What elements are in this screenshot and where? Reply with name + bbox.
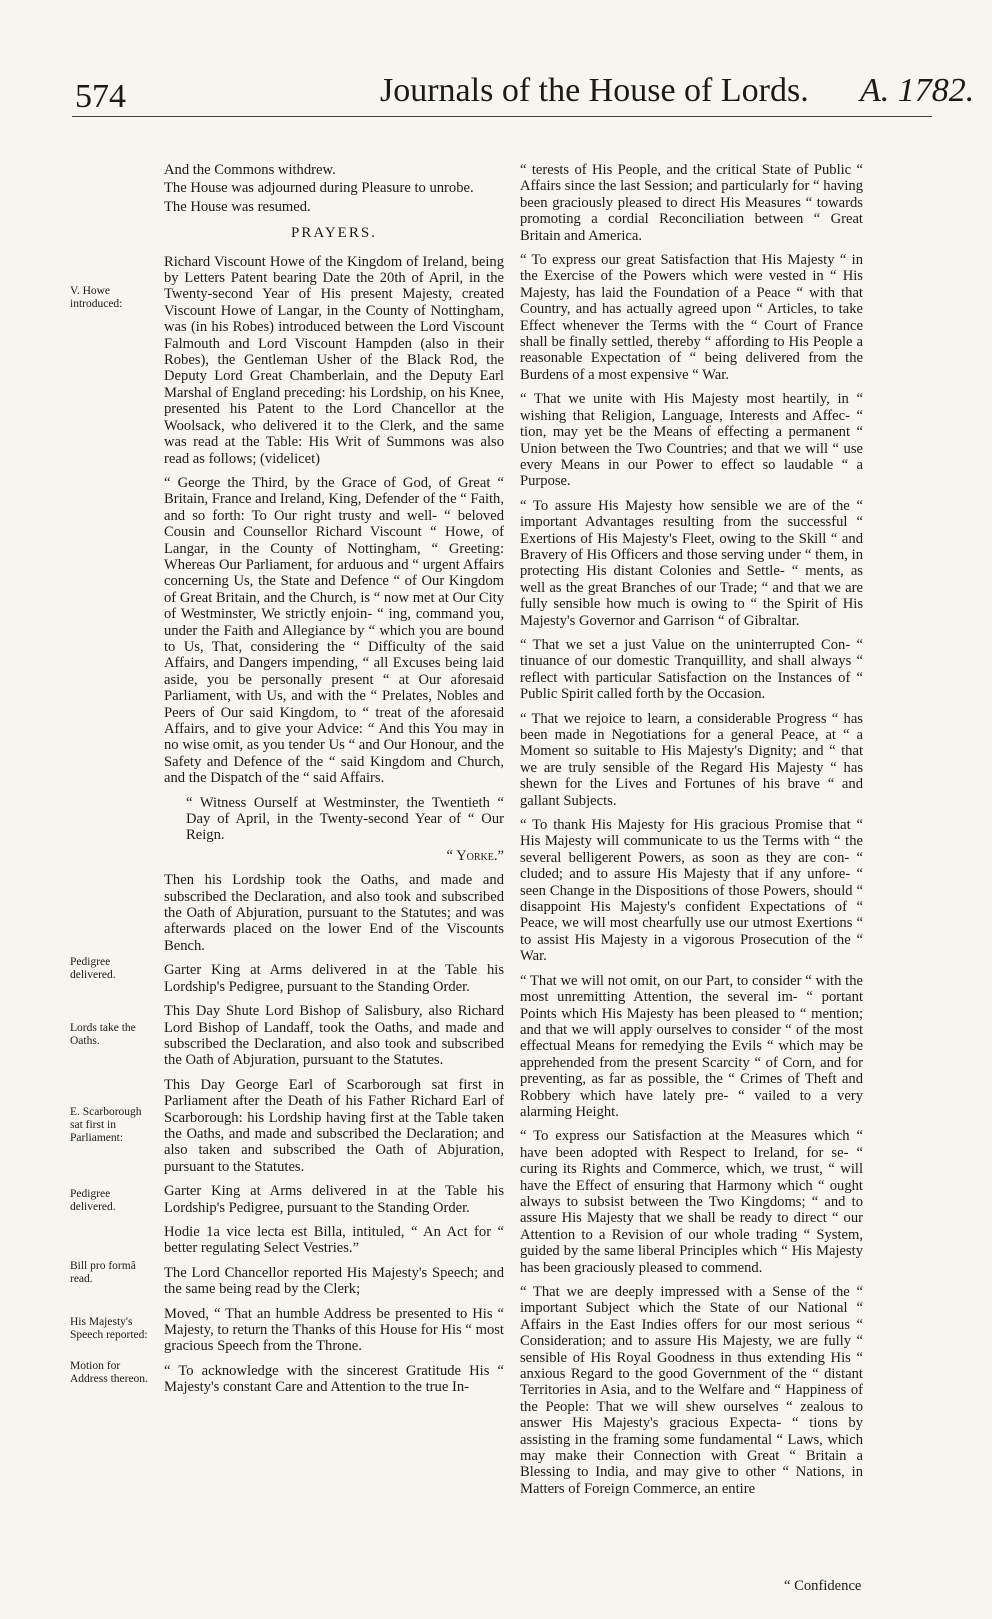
paragraph: Moved, “ That an humble Address be presented to His “ Majesty, to return the Thanks of this House for His “ most gracious Speech from the Throne. bbox=[164, 1305, 504, 1355]
paragraph: “ That we set a just Value on the uninterrupted Con- “ tinuance of our domestic Tranquillity, and shall always “ reflect with particular Satisfaction on the Instances of “ Public Spirit called forth by the Occasion. bbox=[520, 636, 863, 703]
paragraph: The House was adjourned during Pleasure to unrobe. bbox=[164, 180, 474, 197]
margin-note: Motion for Address thereon. bbox=[70, 1360, 148, 1385]
right-column bbox=[520, 162, 863, 1505]
running-year: A. 1782. bbox=[860, 72, 975, 109]
witness-paragraph: “ Witness Ourself at Westminster, the Twentieth “ Day of April, in the Twenty-second Year of “ Our Reign. bbox=[186, 794, 504, 844]
paragraph: The House was resumed. bbox=[164, 198, 311, 215]
margin-note: V. Howe introduced: bbox=[70, 285, 123, 310]
paragraph: This Day George Earl of Scarborough sat first in Parliament after the Death of his Father Richard Earl of Scarborough: his Lordship having first at the Table taken the Oaths, and made and subscribed the Declaration; and also taken and subscribed the Oath of Abjuration, pursuant to the Statutes. bbox=[164, 1076, 504, 1175]
header-rule bbox=[72, 116, 932, 117]
margin-note: E. Scarborough sat first in Parliament: bbox=[70, 1106, 142, 1144]
margin-note: His Majesty's Speech reported: bbox=[70, 1316, 148, 1341]
margin-note: Bill pro formâ read. bbox=[70, 1260, 136, 1285]
paragraph: “ To thank His Majesty for His gracious Promise that “ His Majesty will communicate to us the Terms with “ the several belligerent Powers, as soon as they are con- “ cluded; and to assure His Majesty that if any unfore- “ seen Change in the Dispositions of those Powers, should “ disappoint His Majesty's confident Expectations of “ Peace, we will most chearfully use our utmost Exertions “ to assist His Majesty in a vigorous Prosecution of the “ War. bbox=[520, 817, 863, 965]
paragraph: “ terests of His People, and the critical State of Public “ Affairs since the last Session; and particularly for “ having been graciously pleased to direct His Measures “ towards promoting a cordial Reconciliation between “ Great Britain and America. bbox=[520, 162, 863, 244]
left-column bbox=[164, 162, 504, 1404]
paragraph: “ To acknowledge with the sincerest Gratitude His “ Majesty's constant Care and Attention to the true In- bbox=[164, 1362, 504, 1396]
paragraph: The Lord Chancellor reported His Majesty's Speech; and the same being read by the Clerk; bbox=[164, 1264, 504, 1298]
paragraph: “ That we unite with His Majesty most heartily, in “ wishing that Religion, Language, Interests and Affec- “ tion, may yet be the Means of effecting a permanent “ Union between the Two Countries; and that we will “ use every Means in our Power to effect so laudable “ a Purpose. bbox=[520, 391, 863, 490]
catchword: “ Confidence bbox=[784, 1578, 862, 1594]
paragraph: Then his Lordship took the Oaths, and made and subscribed the Declaration, and also took and subscribed the Oath of Abjuration, pursuant to the Statutes; and was afterwards placed on the lower End of the Viscounts Bench. bbox=[164, 872, 504, 954]
paragraph: This Day Shute Lord Bishop of Salisbury, also Richard Lord Bishop of Landaff, took the Oaths, and made and subscribed the Declaration, and also took and subscribed the Oath of Abjuration, pursuant to the Statutes. bbox=[164, 1003, 504, 1069]
paragraph: “ That we rejoice to learn, a considerable Progress “ has been made in Negotiations for a general Peace, at “ a Moment so suitable to His Majesty's Dignity; and “ that we are truly sensible of the Regard His Majesty “ has shewn for the Lives and Fortunes of his brave “ and gallant Subjects. bbox=[520, 710, 863, 809]
margin-notes bbox=[70, 0, 152, 1619]
paragraph: Garter King at Arms delivered in at the Table his Lordship's Pedigree, pursuant to the Standing Order. bbox=[164, 1183, 504, 1216]
paragraph: “ That we will not omit, on our Part, to consider “ with the most unremitting Attention, the several im- “ portant Points which His Majesty has been pleased to “ mention; and that we will apply ourselves to consider “ of the most effectual Means for remedying the Evils “ which may be apprehended from the present Scarcity “ of Corn, and for preventing, as far as possible, the “ Crimes of Theft and Robbery which have lately pre- “ vailed to a very alarming Height. bbox=[520, 972, 863, 1120]
section-heading: PRAYERS. bbox=[291, 225, 377, 242]
margin-note: Pedigree delivered. bbox=[70, 1188, 116, 1213]
margin-note: Lords take the Oaths. bbox=[70, 1022, 136, 1047]
paragraph: And the Commons withdrew. bbox=[164, 162, 336, 178]
paragraph: “ To assure His Majesty how sensible we are of the “ important Advantages resulting from the successful “ Exertions of His Majesty's Fleet, owing to the Skill “ and Bravery of His Officers and those serving under “ them, in protecting His distant Colonies and Settle- “ ments, as well as the great Branches of our Trade; “ and that we are fully sensible how much is owing to “ the Spirit of His Majesty's Governor and Garrison “ of Gibraltar. bbox=[520, 497, 863, 629]
signature: “ Yorke.” bbox=[446, 847, 504, 864]
paragraph: Garter King at Arms delivered in at the Table his Lordship's Pedigree, pursuant to the Standing Order. bbox=[164, 962, 504, 995]
running-title: Journals of the House of Lords. bbox=[380, 72, 809, 109]
paragraph: “ To express our Satisfaction at the Measures which “ have been adopted with Respect to Ireland, for se- “ curing its Rights and Commerce, which, we trust, “ will have the Effect of ensuring that Harmony which “ ought always to subsist between the Two Kingdoms; “ and to assure His Majesty that we shall be ready to direct “ our Attention to a Revision of our whole trading “ System, guided by the same liberal Principles which “ His Majesty has been graciously pleased to commend. bbox=[520, 1128, 863, 1276]
paragraph: “ To express our great Satisfaction that His Majesty “ in the Exercise of the Powers which were vested in “ His Majesty, has laid the Foundation of a Peace “ with that Country, and has actually agreed upon “ Articles, to take Effect whenever the Terms with the “ Court of France shall be finally settled, thereby “ affording to His People a reasonable Expectation of “ being delivered from the Burdens of a most expensive “ War. bbox=[520, 252, 863, 383]
page-number: 574 bbox=[75, 78, 126, 115]
paragraph: Richard Viscount Howe of the Kingdom of Ireland, being by Letters Patent bearing Date the 20th of April, in the Twenty-second Year of His present Majesty, created Viscount Howe of Langar, in the County of Nottingham, was (in his Robes) introduced between the Lord Viscount Falmouth and Lord Viscount Hampden (also in their Robes), the Gentleman Usher of the Black Rod, the Deputy Lord Great Chamberlain, and the Deputy Earl Marshal of England preceding: his Lordship, on his Knee, presented his Patent to the Lord Chancellor at the Woolsack, who delivered it to the Clerk, and the same was read at the Table: His Writ of Summons was also read as follows; (videlicet) bbox=[164, 253, 504, 467]
paragraph: Hodie 1a vice lecta est Billa, intituled, “ An Act for “ better regulating Select Vestries.” bbox=[164, 1223, 504, 1257]
margin-note: Pedigree delivered. bbox=[70, 956, 116, 981]
paragraph: “ That we are deeply impressed with a Sense of the “ important Subject which the State of our National “ Affairs in the East Indies offers for our most serious “ Consideration; and to assure His Majesty, we are fully “ sensible of His Royal Goodness in thus extending His “ anxious Regard to the good Government of the “ distant Territories in Asia, and to the Welfare and “ Happiness of the People: That we will shew ourselves “ zealous to answer His Majesty's gracious Expecta- “ tions by assisting in the framing some fundamental “ Laws, which may make their Connection with Great “ Britain a Blessing to India, and may give to other “ Nations, in Matters of Foreign Commerce, an entire bbox=[520, 1284, 863, 1497]
writ-paragraph: “ George the Third, by the Grace of God, of Great “ Britain, France and Ireland, King, Defender of the “ Faith, and so forth: To Our right trusty and well- “ beloved Cousin and Counsellor Richard Viscount “ Howe, of Langar, in the County of Nottingham, “ Greeting: Whereas Our Parliament, for arduous and “ urgent Affairs concerning Us, the State and Defence “ of Our Kingdom of Great Britain, and the Church, is “ now met at Our City of Westminster, We strictly enjoin- “ ing, command you, under the Faith and Allegiance by “ which you are bound to Us, That, considering the “ Difficulty of the said Affairs, and Dangers impending, “ all Excuses being laid aside, you be personally present “ at Our aforesaid Parliament, with Us, and with the “ Prelates, Nobles and Peers of Our said Kingdom, to “ treat of the aforesaid Affairs, and to give your Advice: “ And this You may in no wise omit, as you tender Us “ and Our Honour, and the Safety and Defence of the “ said Kingdom and Church, and the Dispatch of the “ said Affairs. bbox=[164, 474, 504, 787]
